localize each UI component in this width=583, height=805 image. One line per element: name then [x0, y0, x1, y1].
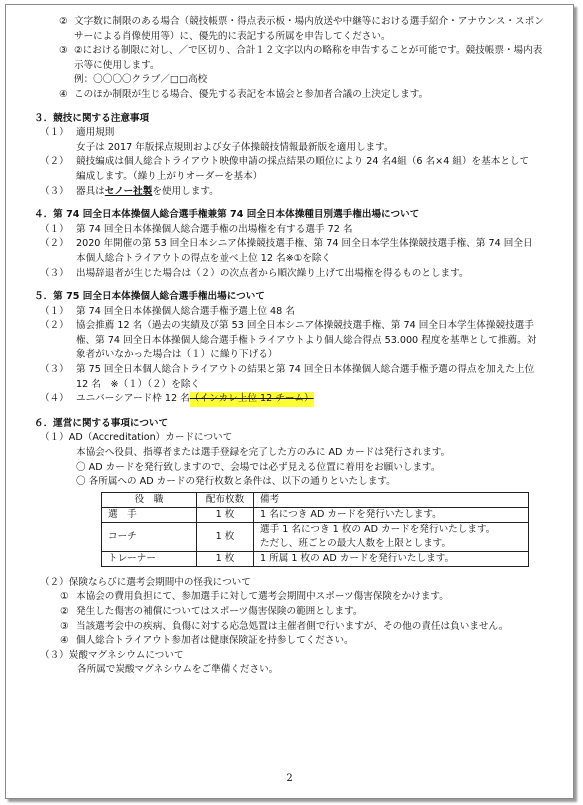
item-number: （２） — [40, 320, 69, 332]
item-text — [76, 141, 554, 156]
item-number: （１） — [40, 127, 69, 139]
item-number: ④ — [60, 635, 69, 647]
ad-card-title: （１）AD（Accreditation）カードについて — [40, 432, 233, 444]
note-line: 1 所属 1 枚の AD カードを発行いたします。 — [260, 552, 455, 564]
table-row — [102, 522, 529, 551]
ad-card-lines — [34, 446, 554, 490]
magnesium-line: 各所属で炭酸マグネシウムをご準備ください。 — [77, 664, 279, 676]
list-item — [34, 363, 554, 392]
item-text: 本協会の費用負担にて、参加選手に対して選考会期間中スポーツ傷害保険をかけます。 — [76, 591, 449, 603]
list-item — [34, 141, 554, 156]
item-text — [76, 237, 554, 266]
text-line: このほか制限が生じる場合、優先する表記を本協会と参加者合議の上決定します。 — [74, 88, 429, 100]
item-text: 発生した傷害の補償についてはスポーツ傷害保険の範囲とします。 — [76, 606, 363, 617]
text-line: 権、第 74 回全日本体操個人総合選手権トライアウトより個人総合得点 53.000 程度を基準として推薦。対 — [76, 334, 537, 346]
item-number: （２） — [40, 156, 69, 168]
text-line: 適用規則 — [76, 127, 115, 139]
item-number: ② — [60, 606, 69, 617]
ad-card-line: 本協会へ役員、指導者または選手登録を完了した方のみに AD カードは発行されます。 — [76, 447, 451, 459]
item-text — [76, 363, 554, 392]
item-text — [76, 267, 554, 282]
table-cell-count: 1 枚 — [197, 522, 254, 551]
text-line: 象者がいなかった場合は（１）に繰り下げる） — [76, 349, 278, 361]
note-line: 選手 1 名につき 1 枚の AD カードを発行いたします。 — [260, 523, 496, 535]
item-text — [76, 126, 554, 141]
list-item — [34, 223, 554, 238]
section-5-item-4: （４） ユニバーシアード枠 12 名 （インカレ上位 12 チーム） — [34, 392, 554, 407]
item-number: （１） — [40, 223, 69, 235]
insurance-item — [34, 590, 554, 605]
table-cell-role: コーチ — [102, 522, 197, 551]
item-text: 当該選考会中の疾病、負傷に対する応急処置は主催者側で行いますが、その他の責任は負いません。 — [76, 620, 509, 632]
text-line: 2020 年開催の第 53 回全日本シニア体操競技選手権、第 74 回全日本学生体操競技選手権、第 74 回全日 — [76, 238, 533, 250]
table-row — [102, 507, 529, 522]
magnesium-title: （３）炭酸マグネシウムについて — [40, 649, 184, 661]
item-number: ② — [59, 16, 68, 27]
insurance-item — [34, 605, 554, 620]
table-header-note: 備考 — [254, 492, 529, 507]
item-text — [76, 155, 554, 184]
ad-card-table — [101, 492, 529, 567]
section-5-items — [34, 305, 554, 393]
item-number — [40, 141, 76, 156]
item-number: （１） — [40, 305, 69, 317]
list-item — [34, 126, 554, 141]
text-line: ②における制限に対し、／で区切り、合計１２文字以内の略称を申告することが可能です。競技帳票・場内表 — [74, 45, 543, 57]
item-number: （３） — [40, 364, 69, 376]
item-text — [74, 44, 554, 88]
text-line: 編成します。（繰り上がりオーダーを基本） — [76, 170, 263, 182]
apparatus-brand: セノー社製 — [104, 185, 153, 197]
text-line: 第 75 回全日本個人総合トライアウトの結果と第 74 回全日本体操個人総合選手権予選の得点を加えた上位 — [76, 364, 535, 376]
item-number: ③ — [60, 620, 69, 632]
item-number: （３） — [40, 267, 69, 279]
registration-notes-list — [34, 15, 554, 103]
item-text — [76, 223, 554, 238]
list-item — [34, 44, 554, 88]
item-number: （２） — [40, 238, 69, 250]
table-cell-count: 1 枚 — [197, 551, 254, 566]
list-item — [34, 15, 554, 44]
page-content — [34, 15, 554, 678]
list-item — [34, 267, 554, 282]
text-line: 競技編成は個人総合トライアウト映像申請の採点結果の順位により 24 名4組（6 名×4 組）を基本として — [76, 156, 530, 168]
table-cell-note — [254, 551, 529, 566]
struck-highlighted-text: （インカレ上位 12 チーム） — [190, 392, 314, 407]
table-row — [102, 551, 529, 566]
item-text — [76, 305, 554, 320]
item-text: 個人総合トライアウト参加者は健康保険証を持参してください。 — [76, 635, 354, 647]
item-number: ④ — [59, 88, 68, 100]
list-item — [34, 88, 554, 103]
table-cell-count: 1 枚 — [197, 507, 254, 522]
item-number: ③ — [59, 45, 68, 57]
page-number: 2 — [286, 773, 293, 784]
table-header-count: 配布枚数 — [197, 492, 254, 507]
list-item — [34, 155, 554, 184]
insurance-items — [34, 590, 554, 648]
text-line: 例：〇〇〇〇クラブ／□□高校 — [74, 74, 208, 86]
section-4-heading: ４．第 74 回全日本体操個人総合選手権兼第 74 回全日本体操種目別選手権出場について — [34, 209, 420, 221]
text-line: 第 74 回全日本体操個人総合選手権の出場権を有する選手 72 名 — [76, 223, 353, 235]
section-5-heading: ５．第 75 回全日本体操個人総合選手権出場について — [34, 291, 265, 303]
insurance-item — [34, 620, 554, 635]
ad-card-line: 〇 各所属への AD カードの発行枚数と条件は、以下の通りといたします。 — [76, 476, 396, 488]
item-text — [74, 15, 554, 44]
list-item — [34, 319, 554, 363]
text-line: サーによる肖像使用等）に、優先的に表記する所属を申告してください。 — [74, 30, 391, 42]
text-line: 第 74 回全日本体操個人総合選手権予選上位 48 名 — [76, 305, 295, 317]
insurance-item — [34, 634, 554, 649]
section-3-item-3: （３） 器具は セノー社製 を使用します。 — [34, 185, 554, 200]
list-item — [34, 237, 554, 266]
item-text — [76, 319, 554, 363]
text-line: 本個人総合トライアウトの得点を並べ上位 12 名※①を除く — [76, 252, 332, 264]
note-line: 1 名につき AD カードを発行いたします。 — [260, 508, 442, 520]
section-6-heading: ６．運営に関する事項について — [34, 417, 169, 429]
table-cell-role: トレーナー — [102, 551, 197, 566]
section-3-heading: ３．競技に関する注意事項 — [34, 112, 150, 124]
section-4-items — [34, 223, 554, 281]
document-page — [5, 4, 574, 799]
table-header-role: 役 職 — [102, 492, 197, 507]
text-line: 12 名 ※（１）（２）を除く — [76, 378, 201, 390]
note-line: ただし、班ごとの最大人数を上限とします。 — [260, 537, 452, 549]
insurance-title: （２）保険ならびに選考会期間中の怪我について — [40, 576, 251, 588]
text-line: 示等に使用します。 — [74, 59, 160, 71]
table-cell-note — [254, 522, 529, 551]
item-text — [74, 88, 554, 103]
text-line: 出場辞退者が生じた場合は（２）の次点者から順次繰り上げて出場権を得るものとします。 — [76, 267, 469, 279]
list-item — [34, 305, 554, 320]
text-line: 協会推薦 12 名（過去の実績及び第 53 回全日本シニア体操競技選手権、第 74 回全日本学生体操競技選手 — [76, 320, 534, 332]
text-line: 女子は 2017 年版採点規則および女子体操競技情報最新版を適用します。 — [76, 141, 394, 153]
section-3-items — [34, 126, 554, 184]
table-cell-role: 選 手 — [102, 507, 197, 522]
item-number: ① — [60, 591, 69, 603]
table-cell-note — [254, 507, 529, 522]
text-line: 文字数に制限のある場合（競技帳票・得点表示板・場内放送や中継等における選手紹介・アナウンス・スポン — [74, 16, 544, 27]
ad-card-line: 〇 AD カードを発行致しますので、会場では必ず見える位置に着用をお願いします。 — [76, 461, 441, 473]
